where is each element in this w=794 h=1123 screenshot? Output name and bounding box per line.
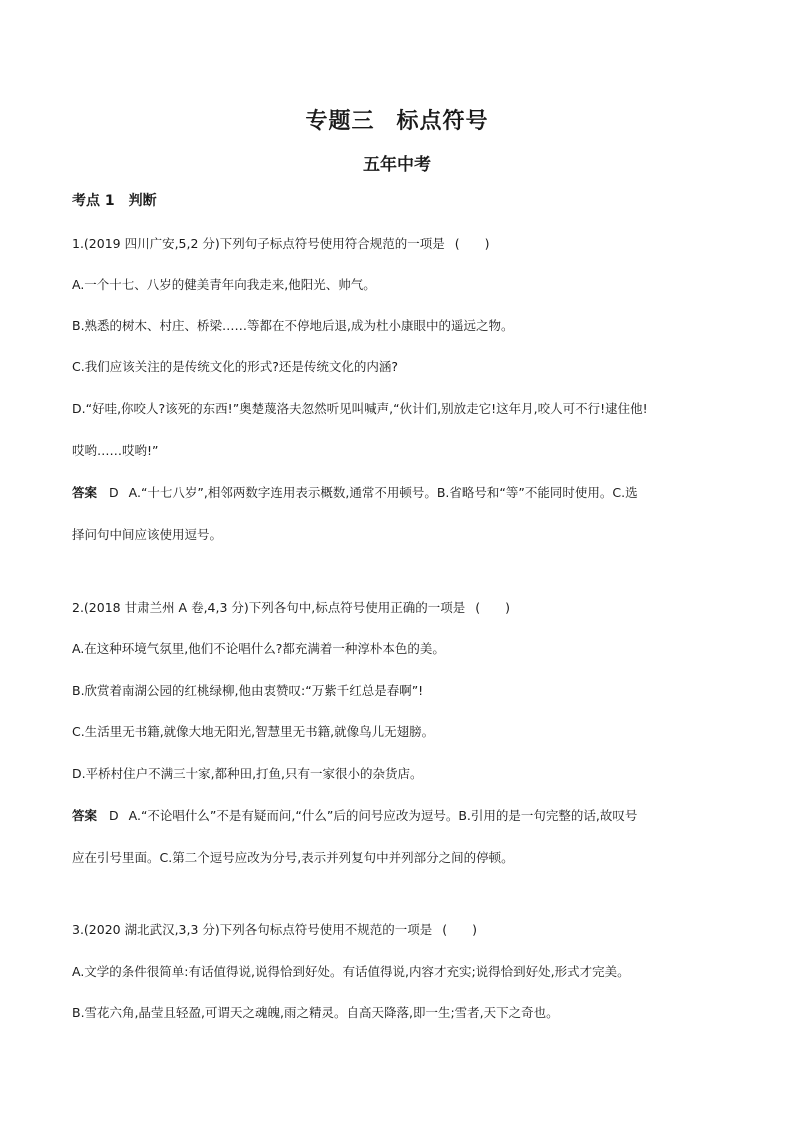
page-title [0, 104, 794, 135]
question-stem-text: 2.(2018 甘肃兰州 A 卷,4,3 分)下列各句中,标点符号使用正确的一项是 [72, 600, 466, 615]
question-stem-text: 3.(2020 湖北武汉,3,3 分)下列各句标点符号使用不规范的一项是 [72, 922, 433, 937]
question-1-answer [72, 485, 732, 501]
question-1-option-b: B.熟悉的树木、村庄、桥梁……等都在不停地后退,成为杜小康眼中的遥远之物。 [72, 318, 514, 333]
answer-explanation-1: A.“不论唱什么”不是有疑而问,“什么”后的问号应改为逗号。B.引用的是一句完整的话,故叹号 [128, 808, 638, 823]
question-3-option-a: A.文学的条件很简单:有话值得说,说得恰到好处。有话值得说,内容才充实;说得恰到好处,形式才完美。 [72, 964, 630, 979]
page-subtitle: 五年中考 [363, 155, 431, 175]
question-2-option-a: A.在这种环境气氛里,他们不论唱什么?都充满着一种淳朴本色的美。 [72, 641, 445, 656]
question-3-stem [72, 922, 732, 938]
answer-blank: ( ) [454, 236, 490, 251]
section-name: 判断 [128, 193, 157, 209]
section-label: 考点 1 [72, 193, 115, 209]
question-2-option-b: B.欣赏着南湖公园的红桃绿柳,他由衷赞叹:“万紫千红总是春啊”! [72, 683, 424, 698]
question-2-option-d: D.平桥村住户不满三十家,都种田,打鱼,只有一家很小的杂货店。 [72, 766, 423, 781]
answer-letter: D [109, 808, 119, 823]
question-1-option-d: D.“好哇,你咬人?该死的东西!”奥楚蔑洛夫忽然听见叫喊声,“伙计们,别放走它!这年月,咬人可不行!逮住他! [72, 401, 648, 416]
answer-label: 答案 [72, 485, 98, 500]
title-part-2: 标点符号 [396, 109, 489, 134]
answer-letter: D [109, 485, 119, 500]
question-1-option-c: C.我们应该关注的是传统文化的形式?还是传统文化的内涵? [72, 359, 398, 374]
answer-blank: ( ) [475, 600, 511, 615]
title-part-1: 专题三 [305, 109, 375, 134]
question-1-stem [72, 236, 732, 252]
answer-blank: ( ) [442, 922, 478, 937]
question-2-explanation-cont: 应在引号里面。C.第二个逗号应改为分号,表示并列复句中并列部分之间的停顿。 [72, 850, 514, 865]
answer-explanation-1: A.“十七八岁”,相邻两数字连用表示概数,通常不用顿号。B.省略号和“等”不能同时使用。C.选 [128, 485, 638, 500]
question-2-answer [72, 808, 732, 824]
question-2-stem [72, 600, 732, 616]
question-1-explanation-cont: 择问句中间应该使用逗号。 [72, 527, 223, 542]
question-1-option-a: A.一个十七、八岁的健美青年向我走来,他阳光、帅气。 [72, 277, 376, 292]
question-stem-text: 1.(2019 四川广安,5,2 分)下列句子标点符号使用符合规范的一项是 [72, 236, 445, 251]
question-1-option-d-cont: 哎哟……哎哟!” [72, 443, 159, 458]
question-2-option-c: C.生活里无书籍,就像大地无阳光,智慧里无书籍,就像鸟儿无翅膀。 [72, 724, 435, 739]
question-3-option-b: B.雪花六角,晶莹且轻盈,可谓天之魂魄,雨之精灵。自高天降落,即一生;雪者,天下之奇也。 [72, 1005, 559, 1020]
section-heading [72, 193, 732, 209]
answer-label: 答案 [72, 808, 98, 823]
